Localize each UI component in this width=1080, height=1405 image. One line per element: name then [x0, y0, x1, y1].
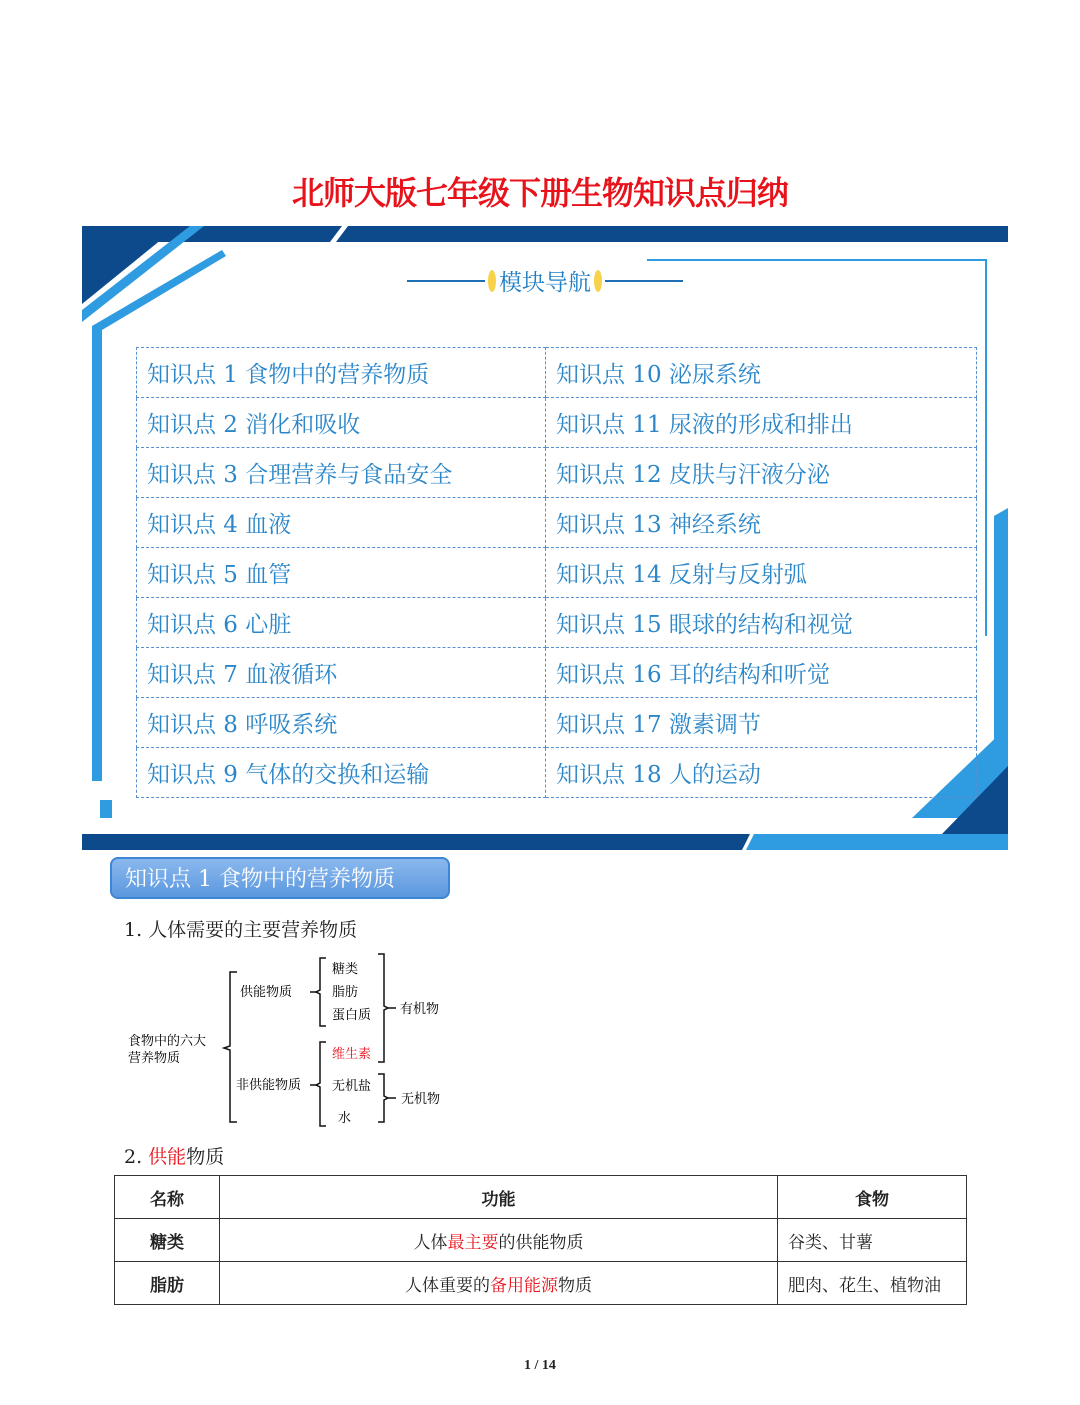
cell-food: 肥肉、花生、植物油: [778, 1262, 967, 1305]
energy-substances-table: [114, 1175, 967, 1305]
module-nav-heading: [82, 264, 1008, 297]
toc-item[interactable]: 知识点 15 眼球的结构和视觉: [546, 598, 977, 648]
toc-item[interactable]: 知识点 16 耳的结构和听觉: [546, 648, 977, 698]
nutrients-classification-diagram: [120, 950, 460, 1130]
toc-item[interactable]: 知识点 6 心脏: [137, 598, 546, 648]
toc-row: [137, 498, 977, 548]
toc-item[interactable]: 知识点 14 反射与反射弧: [546, 548, 977, 598]
diagram-item-protein: 蛋白质: [332, 1008, 372, 1023]
header-food: 食物: [778, 1176, 967, 1219]
toc-row: [137, 748, 977, 798]
diagram-item-fat: 脂肪: [332, 985, 359, 1000]
heading2-highlight: 供能: [148, 1146, 187, 1168]
heading2-prefix: 2.: [124, 1146, 149, 1168]
diagram-energy-group: 供能物质: [240, 985, 293, 1000]
cell-name: 脂肪: [115, 1262, 220, 1305]
func-text: 人体: [413, 1232, 448, 1253]
toc-item[interactable]: 知识点 10 泌尿系统: [546, 348, 977, 398]
diagram-item-sugar: 糖类: [332, 962, 359, 977]
toc-row: [137, 398, 977, 448]
diagram-organic-label: 有机物: [400, 1002, 440, 1017]
diagram-root-line1: 食物中的六大: [128, 1034, 207, 1049]
diagram-root-line2: 营养物质: [128, 1051, 181, 1066]
section-tab-knowledge-1: 知识点 1 食物中的营养物质: [110, 857, 450, 899]
toc-item[interactable]: 知识点 4 血液: [137, 498, 546, 548]
module-nav-panel: [82, 226, 1008, 850]
subheading-main-nutrients: 1. 人体需要的主要营养物质: [124, 919, 358, 941]
header-name: 名称: [115, 1176, 220, 1219]
toc-row: [137, 598, 977, 648]
func-highlight: 最主要: [447, 1232, 499, 1253]
diagram-inorganic-label: 无机物: [401, 1092, 441, 1107]
page-number: 1 / 14: [524, 1358, 556, 1373]
toc-item[interactable]: 知识点 17 激素调节: [546, 698, 977, 748]
toc-row: [137, 548, 977, 598]
module-nav-title: 模块导航: [499, 270, 591, 296]
table-header-row: [115, 1176, 967, 1219]
toc-item[interactable]: 知识点 1 食物中的营养物质: [137, 348, 546, 398]
subheading-energy-substances: [124, 1142, 224, 1169]
diagram-item-minerals: 无机盐: [332, 1079, 372, 1094]
cell-name: 糖类: [115, 1219, 220, 1262]
toc-item[interactable]: 知识点 18 人的运动: [546, 748, 977, 798]
func-text: 物质: [558, 1275, 592, 1296]
func-text: 人体重要的: [405, 1275, 490, 1296]
toc-row: [137, 448, 977, 498]
cell-function: [220, 1219, 778, 1262]
toc-row: [137, 348, 977, 398]
func-highlight: 备用能源: [490, 1275, 558, 1296]
toc-item[interactable]: 知识点 2 消化和吸收: [137, 398, 546, 448]
toc-row: [137, 648, 977, 698]
heading2-suffix: 物质: [186, 1146, 225, 1168]
toc-item[interactable]: 知识点 9 气体的交换和运输: [137, 748, 546, 798]
toc-item[interactable]: 知识点 11 尿液的形成和排出: [546, 398, 977, 448]
toc-row: [137, 698, 977, 748]
diagram-non-energy-group: 非供能物质: [236, 1078, 302, 1093]
table-row: [115, 1262, 967, 1305]
toc-item[interactable]: 知识点 3 合理营养与食品安全: [137, 448, 546, 498]
document-title: 北师大版七年级下册生物知识点归纳: [291, 174, 788, 212]
cell-function: [220, 1262, 778, 1305]
heading-left-dot: [488, 270, 496, 292]
header-function: 功能: [220, 1176, 778, 1219]
func-text: 的供能物质: [498, 1232, 584, 1253]
heading-right-line: [605, 280, 683, 282]
toc-item[interactable]: 知识点 8 呼吸系统: [137, 698, 546, 748]
table-row: [115, 1219, 967, 1262]
cell-food: 谷类、甘薯: [778, 1219, 967, 1262]
heading-left-line: [407, 280, 485, 282]
toc-item[interactable]: 知识点 13 神经系统: [546, 498, 977, 548]
toc-item[interactable]: 知识点 12 皮肤与汗液分泌: [546, 448, 977, 498]
heading-right-dot: [594, 270, 602, 292]
toc-table: [136, 347, 977, 798]
toc-item[interactable]: 知识点 7 血液循环: [137, 648, 546, 698]
diagram-item-water: 水: [338, 1111, 352, 1126]
diagram-item-vitamin: 维生素: [332, 1047, 372, 1062]
toc-item[interactable]: 知识点 5 血管: [137, 548, 546, 598]
